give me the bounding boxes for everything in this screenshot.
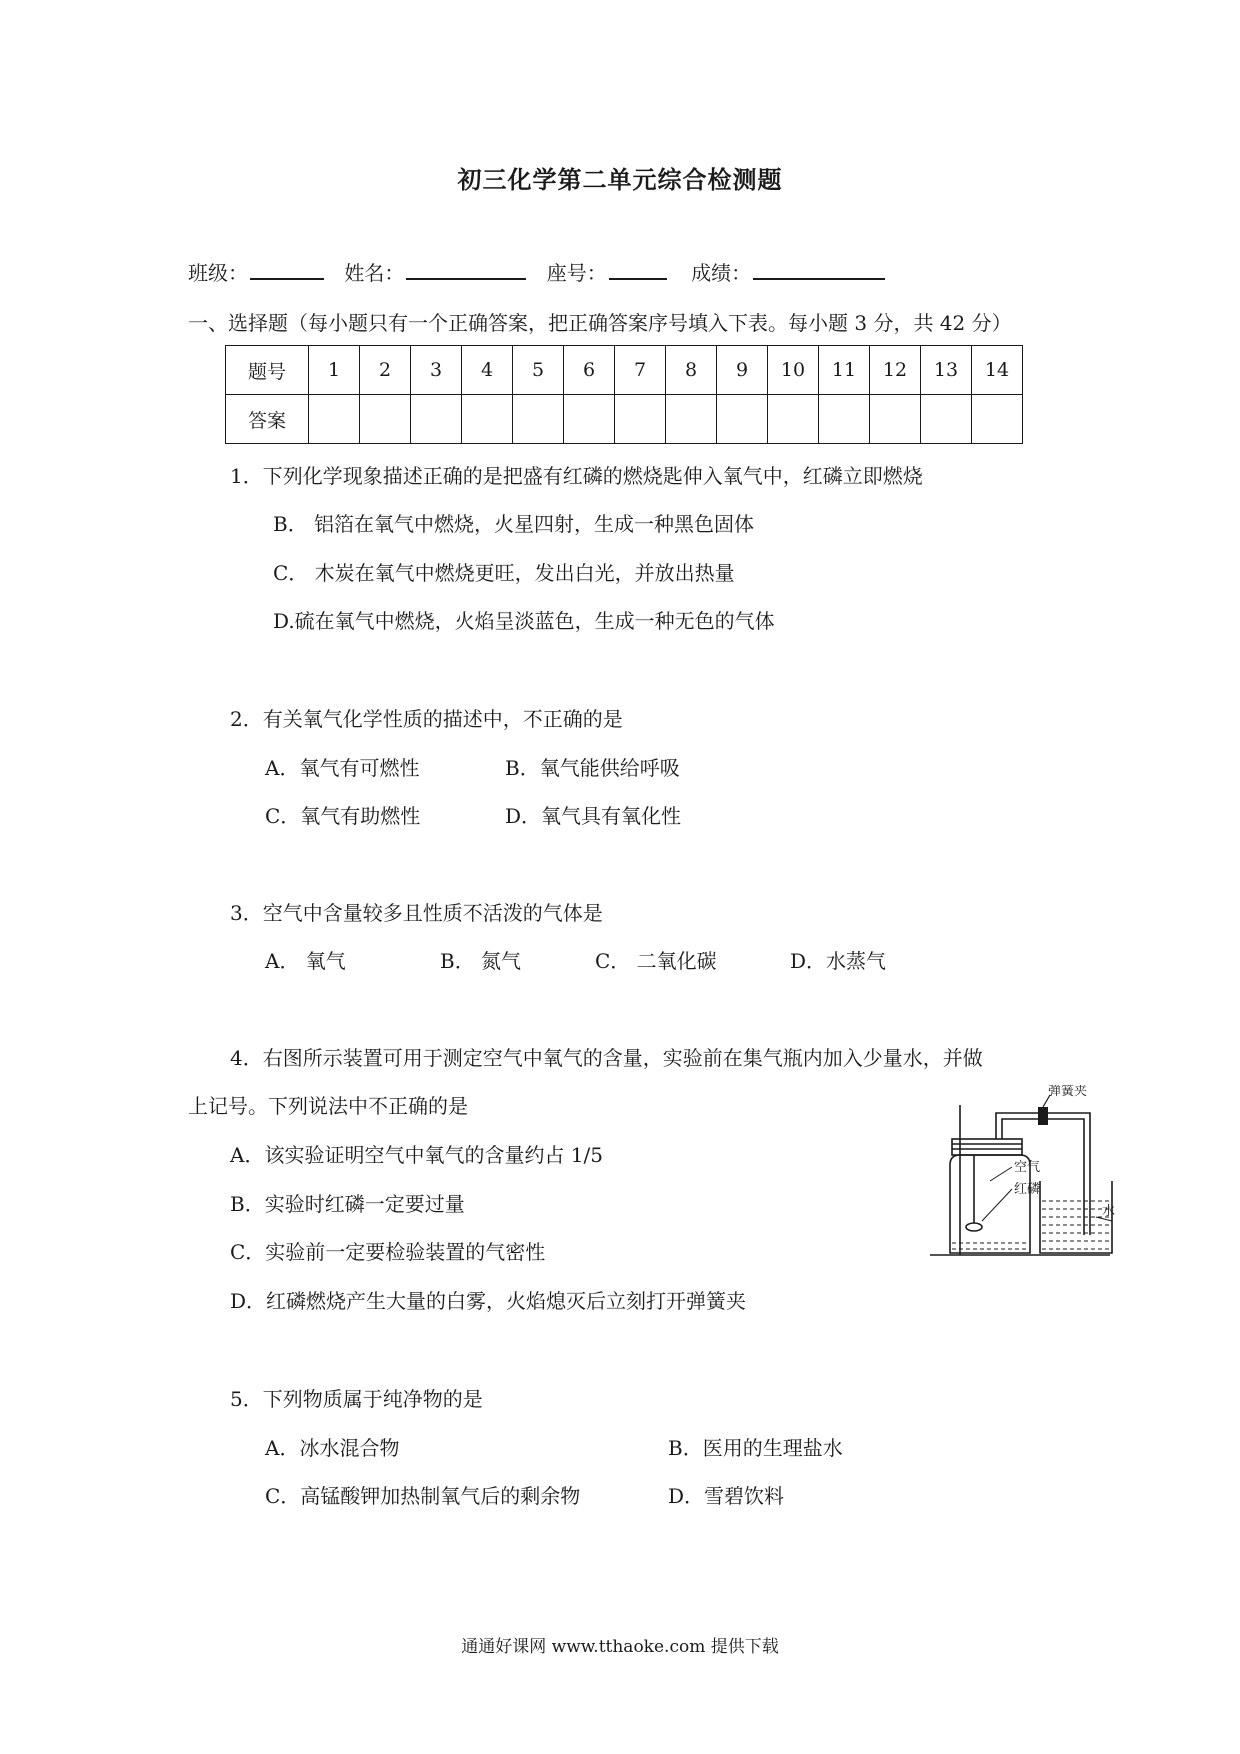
q3-stem: 3．空气中含量较多且性质不活泼的气体是 xyxy=(230,901,603,925)
q4-stem-line2: 上记号。下列说法中不正确的是 xyxy=(188,1094,468,1118)
page-title: 初三化学第二单元综合检测题 xyxy=(457,166,783,194)
class-label: 班级： xyxy=(188,261,248,285)
question-number-cell: 6 xyxy=(564,346,615,395)
name-label: 姓名： xyxy=(344,261,405,285)
label-water: 水 xyxy=(1102,1204,1116,1219)
answer-cell[interactable] xyxy=(972,395,1023,444)
q2-option-b: B．氧气能供给呼吸 xyxy=(505,756,680,780)
q4-option-b: B．实验时红磷一定要过量 xyxy=(230,1192,465,1216)
answer-table-number-row xyxy=(226,346,1023,395)
answer-cell[interactable] xyxy=(768,395,819,444)
page-footer: 通通好课网 www.tthaoke.com 提供下载 xyxy=(461,1637,779,1657)
answer-cell[interactable] xyxy=(921,395,972,444)
q3-option-d: D．水蒸气 xyxy=(790,949,887,973)
q3-option-b: B． 氮气 xyxy=(440,949,522,973)
q4-option-a: A．该实验证明空气中氧气的含量约占 1/5 xyxy=(230,1143,603,1167)
answer-cell[interactable] xyxy=(615,395,666,444)
question-number-cell: 3 xyxy=(411,346,462,395)
answer-cell[interactable] xyxy=(717,395,768,444)
answer-header: 答案 xyxy=(226,395,309,444)
question-number-cell: 12 xyxy=(870,346,921,395)
label-spring-clip: 弹簧夹 xyxy=(1048,1085,1088,1099)
q3-option-c: C． 二氧化碳 xyxy=(595,949,717,973)
score-blank[interactable] xyxy=(753,260,885,280)
q1-option-b: B． 铝箔在氧气中燃烧，火星四射，生成一种黑色固体 xyxy=(273,512,755,536)
answer-cell[interactable] xyxy=(819,395,870,444)
answer-cell[interactable] xyxy=(462,395,513,444)
q4-option-c: C．实验前一定要检验装置的气密性 xyxy=(230,1240,546,1264)
answer-cell[interactable] xyxy=(411,395,462,444)
class-blank[interactable] xyxy=(250,260,324,280)
q1-stem: 1．下列化学现象描述正确的是把盛有红磷的燃烧匙伸入氧气中，红磷立即燃烧 xyxy=(230,464,923,488)
question-number-cell: 1 xyxy=(309,346,360,395)
question-number-cell: 13 xyxy=(921,346,972,395)
answer-table-answer-row xyxy=(226,395,1023,444)
question-number-cell: 9 xyxy=(717,346,768,395)
q5-option-d: D．雪碧饮料 xyxy=(668,1484,785,1508)
section-heading: 一、选择题（每小题只有一个正确答案，把正确答案序号填入下表。每小题 3 分，共 42 分） xyxy=(188,311,1012,335)
q2-option-c: C．氧气有助燃性 xyxy=(265,804,421,828)
q4-option-d: D．红磷燃烧产生大量的白雾，火焰熄灭后立刻打开弹簧夹 xyxy=(230,1289,747,1313)
student-info-row xyxy=(188,257,885,286)
answer-cell[interactable] xyxy=(513,395,564,444)
answer-cell[interactable] xyxy=(666,395,717,444)
answer-cell[interactable] xyxy=(360,395,411,444)
answer-table xyxy=(225,345,1023,444)
answer-cell[interactable] xyxy=(870,395,921,444)
q1-option-d: D.硫在氧气中燃烧，火焰呈淡蓝色，生成一种无色的气体 xyxy=(273,609,775,633)
q4-stem-line1: 4．右图所示装置可用于测定空气中氧气的含量，实验前在集气瓶内加入少量水，并做 xyxy=(230,1046,983,1070)
answer-cell[interactable] xyxy=(564,395,615,444)
label-air: 空气 xyxy=(1014,1160,1041,1175)
label-red-phosphorus: 红磷 xyxy=(1014,1182,1041,1197)
q5-option-a: A．冰水混合物 xyxy=(265,1436,400,1460)
q1-option-c: C． 木炭在氧气中燃烧更旺，发出白光，并放出热量 xyxy=(273,561,735,585)
q2-stem: 2．有关氧气化学性质的描述中，不正确的是 xyxy=(230,707,623,731)
question-number-cell: 10 xyxy=(768,346,819,395)
name-blank[interactable] xyxy=(406,260,526,280)
seat-label: 座号： xyxy=(546,261,607,285)
q3-option-a: A． 氧气 xyxy=(265,949,346,973)
question-number-cell: 2 xyxy=(360,346,411,395)
question-number-cell: 14 xyxy=(972,346,1023,395)
answer-cell[interactable] xyxy=(309,395,360,444)
question-number-cell: 7 xyxy=(615,346,666,395)
q5-stem: 5．下列物质属于纯净物的是 xyxy=(230,1387,483,1411)
seat-blank[interactable] xyxy=(609,260,667,280)
question-number-cell: 4 xyxy=(462,346,513,395)
spring-clip-icon xyxy=(1038,1107,1048,1125)
q5-option-c: C．高锰酸钾加热制氧气后的剩余物 xyxy=(265,1484,581,1508)
score-label: 成绩： xyxy=(691,261,752,285)
oxygen-measurement-apparatus-figure xyxy=(930,1085,1120,1265)
question-number-cell: 11 xyxy=(819,346,870,395)
question-number-cell: 5 xyxy=(513,346,564,395)
question-number-header: 题号 xyxy=(226,346,309,395)
q5-option-b: B．医用的生理盐水 xyxy=(668,1436,843,1460)
q2-option-d: D．氧气具有氧化性 xyxy=(505,804,682,828)
question-number-cell: 8 xyxy=(666,346,717,395)
q2-option-a: A．氧气有可燃性 xyxy=(265,756,420,780)
